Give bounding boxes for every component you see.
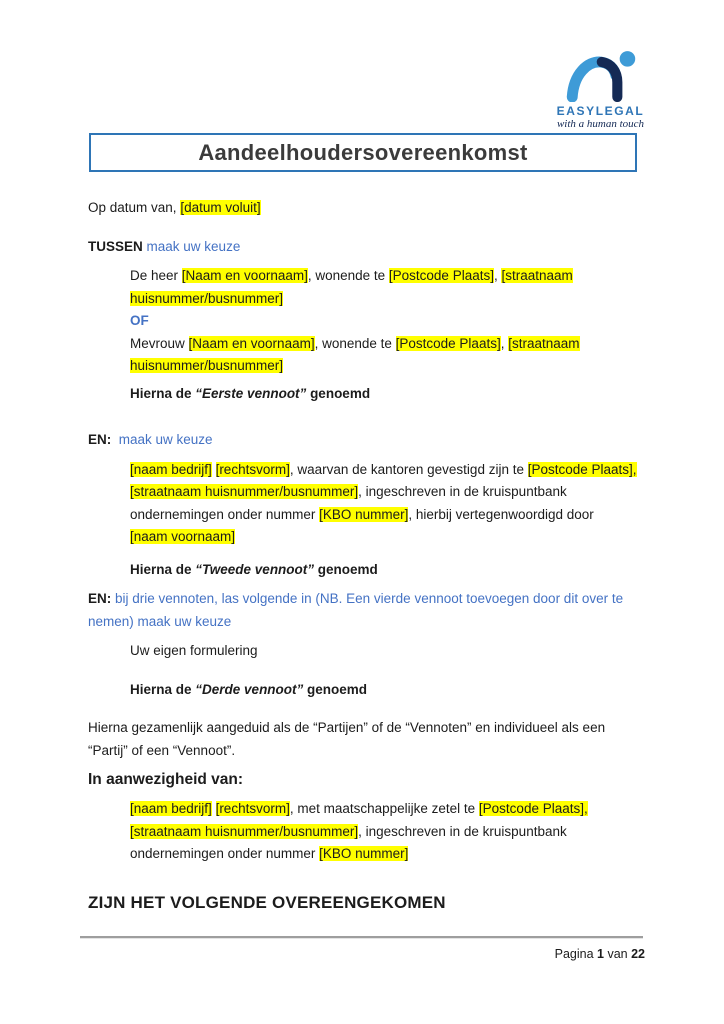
text-line — [130, 526, 645, 549]
party3-custom — [88, 640, 645, 663]
text-line — [130, 821, 645, 844]
document-content — [88, 197, 645, 916]
placeholder-field: [naam bedrijf] — [130, 461, 212, 477]
text-segment: In aanwezigheid van: — [88, 771, 244, 788]
text-segment: , ingeschreven in de kruispuntbank — [358, 484, 567, 499]
text-line — [130, 843, 645, 866]
tussen-line — [88, 236, 645, 259]
party1-paragraph — [88, 265, 645, 378]
text-segment: , ingeschreven in de kruispuntbank — [358, 823, 567, 839]
text-segment: Hierna de — [130, 385, 196, 401]
placeholder-field: [straatnaam — [501, 268, 573, 283]
placeholder-field: [KBO nummer] — [319, 506, 409, 522]
text-segment: 1 — [597, 947, 604, 961]
logo-wordmark: EASYLEGAL — [556, 104, 645, 118]
text-segment: ZIJN HET VOLGENDE OVEREENGEKOMEN — [88, 892, 446, 912]
text-segment: Pagina — [554, 947, 598, 961]
text-segment: Uw eigen formulering — [130, 643, 258, 658]
en3-line — [88, 588, 645, 633]
text-segment — [212, 462, 216, 477]
text-segment: 22 — [631, 947, 645, 961]
footer-rule — [80, 936, 643, 939]
text-segment: Op datum van, — [88, 200, 181, 215]
text-line — [130, 459, 645, 482]
text-segment: , hierbij vertegenwoordigd door — [408, 506, 594, 522]
logo-tagline: with a human touch — [556, 118, 645, 130]
party2-paragraph — [88, 459, 645, 549]
en-line — [88, 429, 645, 452]
placeholder-field: huisnummer/busnummer] — [130, 358, 284, 373]
text-line — [88, 236, 645, 259]
placeholder-field: [Postcode Plaats], — [527, 461, 637, 477]
text-segment: , met maatschappelijke zetel te — [289, 801, 479, 816]
text-segment: van — [603, 947, 632, 961]
text-segment: TUSSEN — [88, 238, 143, 254]
easylegal-figure-icon — [566, 50, 636, 102]
heading-agreement — [88, 890, 645, 916]
text-segment: “Eerste vennoot” — [195, 385, 307, 401]
placeholder-field: [naam voornaam] — [130, 529, 236, 544]
text-segment: , — [493, 268, 502, 283]
placeholder-field: [Naam en voornaam] — [188, 335, 315, 351]
placeholder-field: [datum voluit] — [180, 200, 261, 215]
text-segment: genoemd — [306, 385, 371, 401]
text-segment: maak uw keuze — [146, 238, 241, 254]
text-segment: Mevrouw — [130, 335, 189, 351]
text-segment: , — [500, 335, 509, 351]
text-segment: , wonende te — [314, 335, 396, 351]
placeholder-field: [naam bedrijf] — [130, 801, 212, 816]
placeholder-field: huisnummer/busnummer] — [130, 290, 284, 306]
text-segment: ondernemingen onder nummer — [130, 506, 320, 522]
text-segment: De heer — [130, 268, 182, 283]
text-segment: Hierna gezamenlijk aangeduid als de “Partijen” of de “Vennoten” en individueel als een — [88, 720, 606, 735]
party3-designation — [88, 679, 645, 702]
text-line — [88, 611, 645, 634]
text-segment: “Partij” of een “Vennoot”. — [88, 742, 236, 758]
placeholder-field: [Postcode Plaats] — [388, 268, 494, 283]
text-line — [88, 717, 645, 740]
text-segment — [212, 801, 216, 816]
text-segment: “Tweede vennoot” — [195, 561, 315, 577]
footer-page-number — [555, 947, 645, 961]
text-segment: EN: — [88, 432, 112, 447]
placeholder-field: [KBO nummer] — [319, 846, 409, 861]
text-line — [88, 890, 645, 916]
placeholder-field: [rechtsvorm] — [215, 461, 290, 477]
text-line — [130, 288, 645, 311]
party1-designation — [88, 383, 645, 406]
text-line — [88, 588, 645, 611]
text-segment — [111, 432, 119, 447]
placeholder-field: [Postcode Plaats], — [478, 801, 588, 816]
witness-paragraph — [88, 798, 645, 866]
text-segment: genoemd — [303, 681, 368, 697]
text-line — [130, 333, 645, 356]
text-line — [88, 767, 645, 793]
text-segment: Hierna de — [130, 561, 196, 577]
text-segment: , wonende te — [307, 268, 389, 283]
placeholder-field: [Postcode Plaats] — [395, 335, 501, 351]
page-title: Aandeelhoudersovereenkomst — [198, 139, 528, 165]
placeholder-field: [straatnaam — [508, 335, 580, 351]
text-line — [130, 504, 645, 527]
text-segment: genoemd — [314, 561, 378, 577]
text-line — [130, 481, 645, 504]
text-line — [130, 679, 645, 702]
text-segment: EN: — [88, 591, 112, 606]
text-line — [130, 383, 645, 406]
text-line — [130, 559, 645, 582]
text-segment: Hierna de — [130, 681, 196, 697]
placeholder-field: [Naam en voornaam] — [181, 268, 308, 283]
easylegal-logo — [553, 50, 648, 130]
placeholder-field: [straatnaam huisnummer/busnummer] — [130, 823, 359, 839]
text-segment: maak uw keuze — [118, 432, 213, 447]
text-line — [130, 310, 645, 333]
text-segment: “Derde vennoot” — [195, 681, 304, 697]
title-box — [89, 133, 637, 172]
text-segment: nemen) maak uw keuze — [88, 613, 232, 629]
text-line — [88, 197, 645, 220]
text-segment: OF — [130, 313, 149, 328]
text-line — [88, 429, 645, 452]
party2-designation — [88, 559, 645, 582]
placeholder-field: [straatnaam huisnummer/busnummer] — [130, 484, 359, 499]
parties-joint-clause — [88, 717, 645, 762]
text-line — [130, 265, 645, 288]
text-line — [130, 640, 645, 663]
text-line — [88, 740, 645, 763]
text-line — [130, 355, 645, 378]
text-line — [130, 798, 645, 821]
placeholder-field: [rechtsvorm] — [215, 801, 290, 816]
text-segment: ondernemingen onder nummer — [130, 846, 320, 861]
date-line — [88, 197, 645, 220]
text-segment: , waarvan de kantoren gevestigd zijn te — [289, 461, 528, 477]
text-segment: bij drie vennoten, las volgende in (NB. Een vierde vennoot toevoegen door dit over te — [115, 591, 624, 606]
heading-in-aanwezigheid — [88, 767, 645, 793]
